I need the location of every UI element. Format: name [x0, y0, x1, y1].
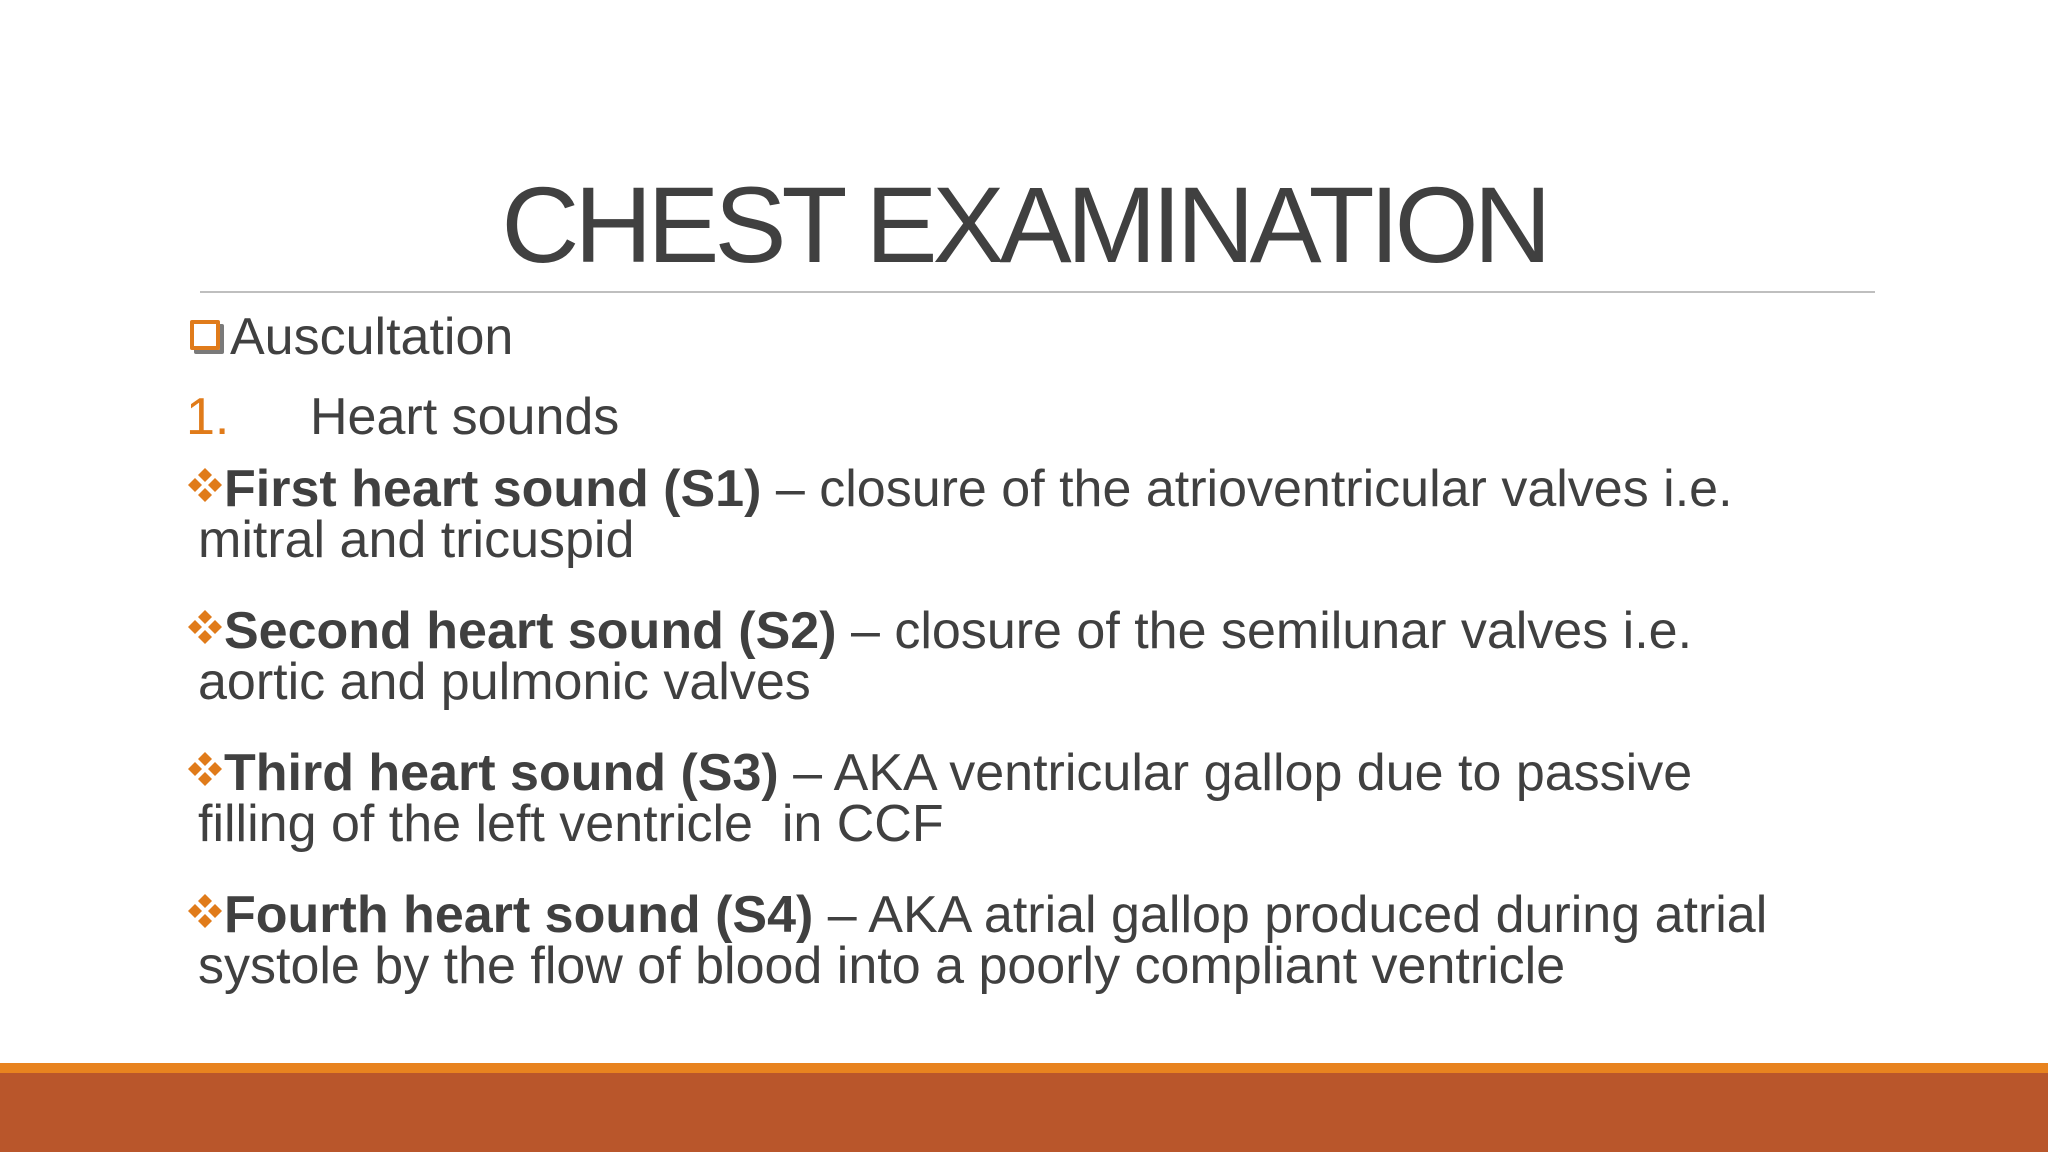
- diamond-bullet-icon: [186, 750, 224, 788]
- item-term: Third heart sound (S3): [224, 744, 779, 802]
- item-description-continued: filling of the left ventricle in CCF: [198, 795, 944, 853]
- numbered-item-text: Heart sounds: [310, 388, 620, 446]
- item-description-continued: mitral and tricuspid: [198, 511, 635, 569]
- item-description: – closure of the atrioventricular valves i.e.: [761, 460, 1733, 518]
- slide-content: [186, 303, 1886, 995]
- diamond-bullet-icon: [186, 892, 224, 930]
- diamond-bullet-icon: [186, 466, 224, 504]
- item-term: Fourth heart sound (S4): [224, 886, 814, 944]
- footer-bar: [0, 1073, 2048, 1152]
- item-term: First heart sound (S1): [224, 460, 762, 518]
- item-term: Second heart sound (S2): [224, 602, 837, 660]
- item-description-continued: aortic and pulmonic valves: [198, 653, 811, 711]
- list-number: 1.: [186, 388, 230, 446]
- section-heading: [186, 303, 1886, 371]
- item-description: – AKA ventricular gallop due to passive: [778, 744, 1693, 802]
- list-item-s4: [186, 886, 1886, 995]
- list-item-s3: [186, 744, 1886, 853]
- checkbox-bullet-icon: [190, 320, 220, 350]
- title-divider: [200, 291, 1875, 293]
- footer-accent-stripe: [0, 1063, 2048, 1073]
- numbered-item: [186, 383, 1886, 451]
- item-description: – AKA atrial gallop produced during atrial: [813, 886, 1768, 944]
- diamond-bullet-icon: [186, 608, 224, 646]
- item-description: – closure of the semilunar valves i.e.: [836, 602, 1693, 660]
- list-item-s2: [186, 602, 1886, 711]
- list-item-s1: [186, 460, 1886, 569]
- item-description-continued: systole by the flow of blood into a poorly compliant ventricle: [198, 937, 1566, 995]
- slide-title: CHEST EXAMINATION: [501, 164, 1547, 285]
- section-heading-text: Auscultation: [230, 308, 514, 366]
